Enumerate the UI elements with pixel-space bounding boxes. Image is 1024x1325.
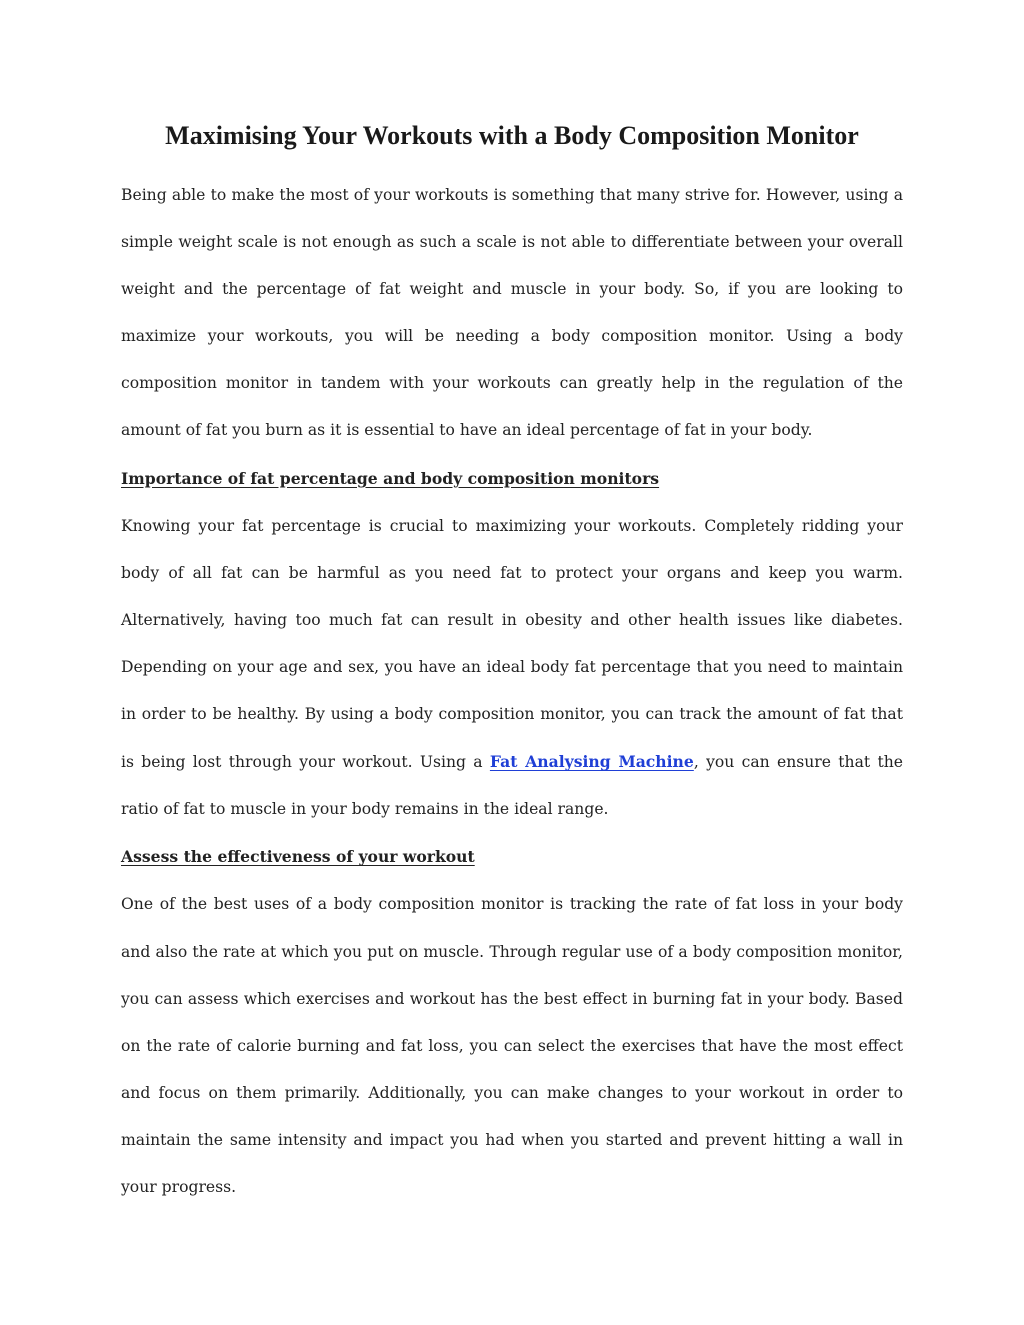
section-heading-fat-percentage (121, 455, 903, 503)
document-body (121, 172, 903, 1211)
intro-paragraph: Being able to make the most of your workouts is something that many strive for. However, using a simple weight scale is not enough as such a scale is not able to differentiate between your overall weight and the percentage of fat weight and muscle in your body. So, if you are looking to maximize your workouts, you will be needing a body composition monitor. Using a body composition monitor in tandem with your workouts can greatly help in the regulation of the amount of fat you burn as it is essential to have an ideal percentage of fat in your body. (121, 186, 903, 440)
section-heading-label: Importance of fat percentage and body composition monitors (121, 468, 660, 488)
section-paragraph-fat-percentage (121, 503, 903, 834)
section-heading-label: Assess the effectiveness of your workout (121, 847, 475, 867)
section-heading-effectiveness (121, 833, 903, 881)
section-paragraph-effectiveness: One of the best uses of a body composition monitor is tracking the rate of fat loss in your body and also the rate at which you put on muscle. Through regular use of a body composition monitor, you can assess which exercises and workout has the best effect in burning fat in your body. Based on the rate of calorie burning and fat loss, you can select the exercises that have the most effect and focus on them primarily. Additionally, you can make changes to your workout in order to maintain the same intensity and impact you had when you started and prevent hitting a wall in your progress. (121, 895, 903, 1196)
page-title: Maximising Your Workouts with a Body Composition Monitor (165, 121, 859, 150)
paragraph-text: Knowing your fat percentage is crucial to maximizing your workouts. Completely ridding your body of all fat can be harmful as you need fat to protect your organs and keep you warm. Alternatively, having too much fat can result in obesity and other health issues like diabetes. Depending on your age and sex, you have an ideal body fat percentage that you need to maintain in order to be healthy. By using a body composition monitor, you can track the amount of fat that is being lost through your workout. Using a (121, 516, 903, 772)
paragraph-text: , you can ensure that the ratio of fat to muscle in your body remains in the ideal range. (121, 753, 903, 819)
fat-analysing-machine-link[interactable]: Fat Analysing Machine (489, 752, 694, 772)
